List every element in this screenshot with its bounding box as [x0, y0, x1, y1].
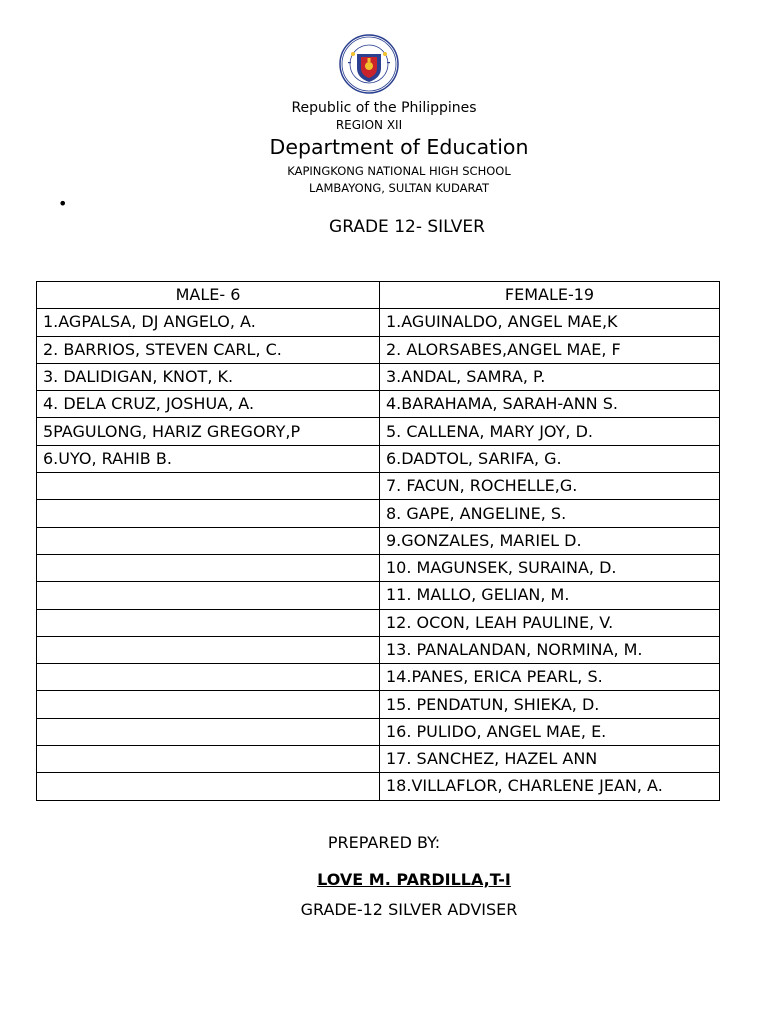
- table-row: [37, 309, 720, 336]
- table-row: [37, 336, 720, 363]
- male-cell: [37, 582, 380, 609]
- table-row: [37, 746, 720, 773]
- male-cell: 3. DALIDIGAN, KNOT, K.: [37, 363, 380, 390]
- male-cell: [37, 718, 380, 745]
- female-cell: 9.GONZALES, MARIEL D.: [380, 527, 720, 554]
- department-title: Department of Education: [269, 135, 529, 159]
- female-cell: 5. CALLENA, MARY JOY, D.: [380, 418, 720, 445]
- male-cell: 4. DELA CRUZ, JOSHUA, A.: [37, 391, 380, 418]
- female-cell: 8. GAPE, ANGELINE, S.: [380, 500, 720, 527]
- female-column-header: FEMALE-19: [380, 282, 720, 309]
- female-cell: 1.AGUINALDO, ANGEL MAE,K: [380, 309, 720, 336]
- school-address: LAMBAYONG, SULTAN KUDARAT: [308, 181, 490, 195]
- male-cell: [37, 500, 380, 527]
- table-row: [37, 500, 720, 527]
- male-cell: [37, 691, 380, 718]
- female-cell: 16. PULIDO, ANGEL MAE, E.: [380, 718, 720, 745]
- female-cell: 18.VILLAFLOR, CHARLENE JEAN, A.: [380, 773, 720, 800]
- table-row: [37, 554, 720, 581]
- region-line: REGION XII: [335, 118, 403, 132]
- male-column-header: MALE- 6: [37, 282, 380, 309]
- female-cell: 7. FACUN, ROCHELLE,G.: [380, 473, 720, 500]
- female-cell: 4.BARAHAMA, SARAH-ANN S.: [380, 391, 720, 418]
- male-cell: [37, 473, 380, 500]
- female-cell: 15. PENDATUN, SHIEKA, D.: [380, 691, 720, 718]
- male-cell: 5PAGULONG, HARIZ GREGORY,P: [37, 418, 380, 445]
- table-row: [37, 391, 720, 418]
- table-row: [37, 609, 720, 636]
- table-row: [37, 445, 720, 472]
- female-cell: 3.ANDAL, SAMRA, P.: [380, 363, 720, 390]
- table-row: [37, 473, 720, 500]
- female-cell: 6.DADTOL, SARIFA, G.: [380, 445, 720, 472]
- table-row: [37, 527, 720, 554]
- table-row: [37, 691, 720, 718]
- male-cell: [37, 636, 380, 663]
- table-row: [37, 664, 720, 691]
- female-cell: 17. SANCHEZ, HAZEL ANN: [380, 746, 720, 773]
- table-row: [37, 363, 720, 390]
- class-roster-table: [36, 281, 720, 801]
- female-cell: 12. OCON, LEAH PAULINE, V.: [380, 609, 720, 636]
- female-cell: 10. MAGUNSEK, SURAINA, D.: [380, 554, 720, 581]
- female-cell: 13. PANALANDAN, NORMINA, M.: [380, 636, 720, 663]
- male-cell: [37, 554, 380, 581]
- prepared-by-label: PREPARED BY:: [327, 833, 441, 852]
- bullet-point: •: [58, 194, 68, 213]
- female-cell: 2. ALORSABES,ANGEL MAE, F: [380, 336, 720, 363]
- adviser-name: LOVE M. PARDILLA,T-I: [317, 870, 511, 889]
- male-cell: 2. BARRIOS, STEVEN CARL, C.: [37, 336, 380, 363]
- school-name: KAPINGKONG NATIONAL HIGH SCHOOL: [287, 164, 511, 178]
- male-cell: 1.AGPALSA, DJ ANGELO, A.: [37, 309, 380, 336]
- male-cell: [37, 664, 380, 691]
- grade-section-title: GRADE 12- SILVER: [329, 217, 485, 237]
- table-row: [37, 636, 720, 663]
- male-cell: [37, 773, 380, 800]
- table-body: [37, 309, 720, 800]
- male-cell: [37, 609, 380, 636]
- republic-line: Republic of the Philippines: [291, 100, 477, 116]
- deped-seal-logo: [339, 34, 399, 94]
- table-row: [37, 418, 720, 445]
- male-cell: 6.UYO, RAHIB B.: [37, 445, 380, 472]
- male-cell: [37, 527, 380, 554]
- female-cell: 14.PANES, ERICA PEARL, S.: [380, 664, 720, 691]
- table-row: [37, 582, 720, 609]
- adviser-position: GRADE-12 SILVER ADVISER: [300, 900, 518, 919]
- table-header-row: [37, 282, 720, 309]
- table-row: [37, 718, 720, 745]
- female-cell: 11. MALLO, GELIAN, M.: [380, 582, 720, 609]
- male-cell: [37, 746, 380, 773]
- table-row: [37, 773, 720, 800]
